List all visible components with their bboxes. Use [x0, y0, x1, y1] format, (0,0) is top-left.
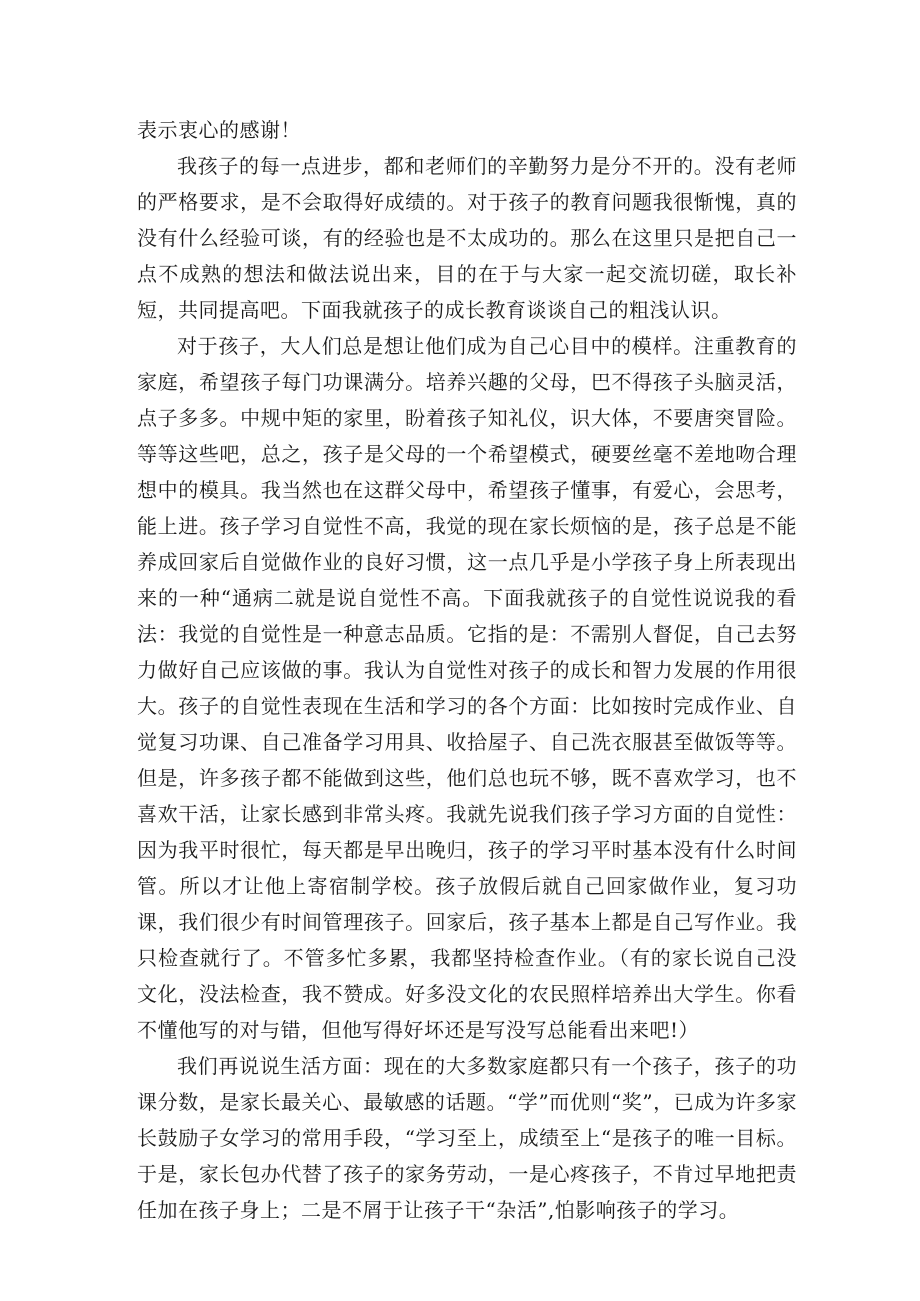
paragraph-continuation: 表示衷心的感谢！ [137, 118, 301, 142]
paragraph-daily-life: 我们再说说生活方面：现在的大多数家庭都只有一个孩子，孩子的功课分数，是家长最关心、最敏感的话题。“学”而优则“奖”，已成为许多家长鼓励子女学习的常用手段，“学习至上，成绩至上“是孩子的唯一目标。于是，家长包办代替了孩子的家务劳动，一是心疼孩子，不肯过早地把责任加在孩子身上；二是不屑于让孩子干“杂活”,怕影响孩子的学习。 [137, 1054, 797, 1222]
paragraph-teacher-thanks: 我孩子的每一点进步，都和老师们的辛勤努力是分不开的。没有老师的严格要求，是不会取得好成绩的。对于孩子的教育问题我很惭愧，真的没有什么经验可谈，有的经验也是不太成功的。那么在这里只是把自己一点不成熟的想法和做法说出来，目的在于与大家一起交流切磋，取长补短，共同提高吧。下面我就孩子的成长教育谈谈自己的粗浅认识。 [137, 154, 797, 322]
paragraph-self-discipline: 对于孩子，大人们总是想让他们成为自己心目中的模样。注重教育的家庭，希望孩子每门功课满分。培养兴趣的父母，巴不得孩子头脑灵活，点子多多。中规中矩的家里，盼着孩子知礼仪，识大体，不要唐突冒险。等等这些吧，总之，孩子是父母的一个希望模式，硬要丝毫不差地吻合理想中的模具。我当然也在这群父母中，希望孩子懂事，有爱心，会思考，能上进。孩子学习自觉性不高，我觉的现在家长烦恼的是，孩子总是不能养成回家后自觉做作业的良好习惯，这一点几乎是小学孩子身上所表现出来的一种“通病二就是说自觉性不高。下面我就孩子的自觉性说说我的看法：我觉的自觉性是一种意志品质。它指的是：不需别人督促，自己去努力做好自己应该做的事。我认为自觉性对孩子的成长和智力发展的作用很大。孩子的自觉性表现在生活和学习的各个方面：比如按时完成作业、自觉复习功课、自己准备学习用具、收拾屋子、自己洗衣服甚至做饭等等。但是，许多孩子都不能做到这些，他们总也玩不够，既不喜欢学习，也不喜欢干活，让家长感到非常头疼。我就先说我们孩子学习方面的自觉性：因为我平时很忙，每天都是早出晚归，孩子的学习平时基本没有什么时间管。所以才让他上寄宿制学校。孩子放假后就自己回家做作业，复习功课，我们很少有时间管理孩子。回家后，孩子基本上都是自己写作业。我只检查就行了。不管多忙多累，我都坚持检查作业。（有的家长说自己没文化，没法检查，我不赞成。好多没文化的农民照样培养出大学生。你看不懂他写的对与错，但他写得好坏还是写没写总能看出来吧!） [137, 334, 797, 1042]
document-body [137, 112, 797, 1228]
